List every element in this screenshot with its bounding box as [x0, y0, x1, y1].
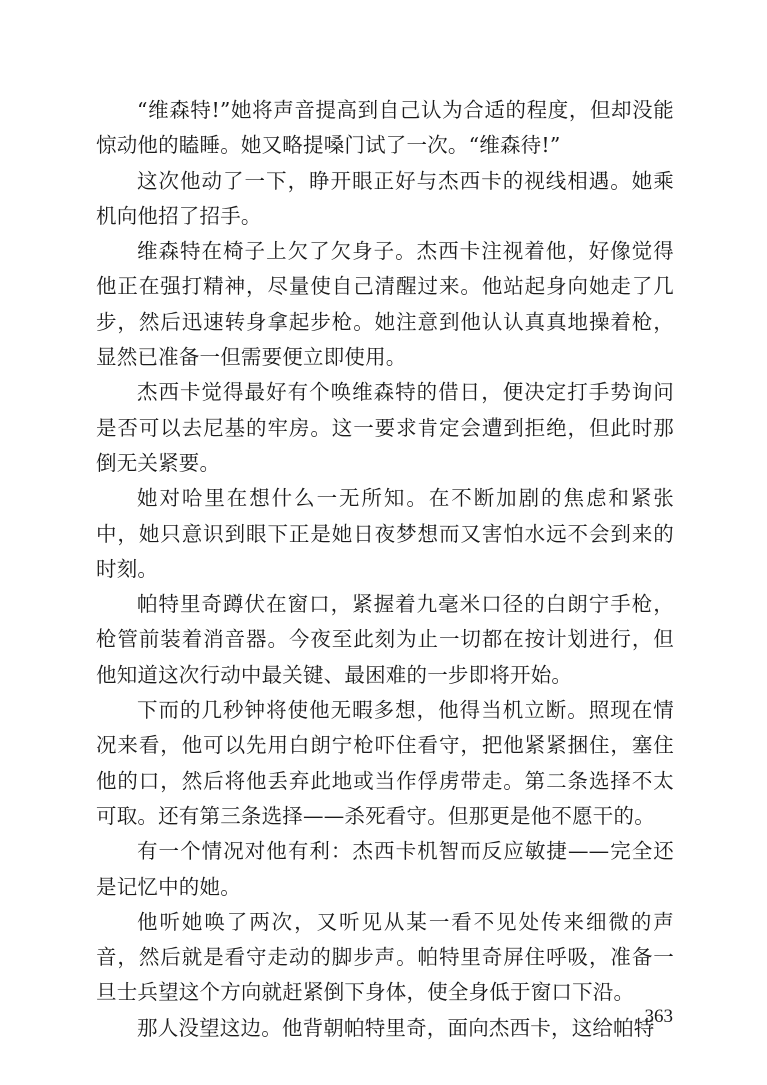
- paragraph: 有一个情况对他有利：杰西卡机智而反应敏捷——完全还是记忆中的她。: [96, 839, 674, 899]
- page-number: 363: [644, 1006, 673, 1027]
- body-text: [96, 93, 674, 1046]
- paragraph: 下而的几秒钟将使他无暇多想，他得当机立断。照现在情况来看，他可以先用白朗宁枪吓住看守，把他紧紧捆住，塞住他的口，然后将他丢弃此地或当作俘虏带走。第二条选择不太可取。还有第三条选择——杀死看守。但那更是他不愿干的。: [96, 698, 674, 828]
- paragraph: 她对哈里在想什么一无所知。在不断加剧的焦虑和紧张中，她只意识到眼下正是她日夜梦想而又害怕水远不会到来的时刻。: [96, 486, 674, 581]
- paragraph: 他听她唤了两次，又听见从某一看不见处传来细微的声音，然后就是看守走动的脚步声。帕特里奇屏住呼吸，准备一旦士兵望这个方向就赶紧倒下身体，使全身低于窗口下沿。: [96, 909, 674, 1005]
- paragraph: 这次他动了一下，睁开眼正好与杰西卡的视线相遇。她乘机向他招了招手。: [96, 168, 674, 228]
- paragraph: 维森特在椅子上欠了欠身子。杰西卡注视着他，好像觉得他正在强打精神，尽量使自己清醒过来。他站起身向她走了几步，然后迅速转身拿起步枪。她注意到他认认真真地操着枪，显然已准备一但需要便立即使用。: [96, 239, 674, 370]
- paragraph: 杰西卡觉得最好有个唤维森特的借日，便决定打手势询问是否可以去尼基的牢房。这一要求肯定会遭到拒绝，但此时那倒无关紧要。: [96, 380, 674, 475]
- paragraph: “维森特!”她将声音提高到自己认为合适的程度，但却没能惊动他的瞌睡。她又略提嗓门试了一次。“维森待!”: [96, 98, 674, 158]
- paragraph: 帕特里奇蹲伏在窗口，紧握着九毫米口径的白朗宁手枪，枪管前装着消音器。今夜至此刻为止一切都在按计划进行，但他知道这次行动中最关键、最困难的一步即将开始。: [96, 592, 674, 687]
- paragraph: 那人没望这边。他背朝帕特里奇，面向杰西卡，这给帕特: [137, 1015, 655, 1040]
